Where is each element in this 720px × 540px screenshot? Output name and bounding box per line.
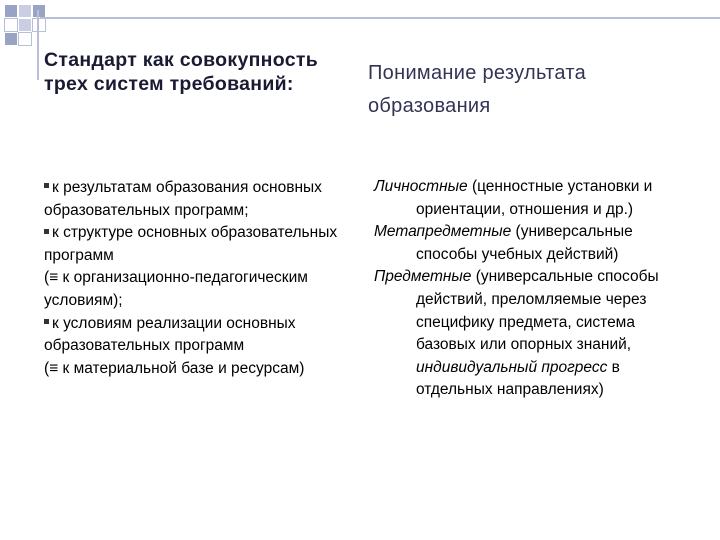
- decor-square: [4, 32, 18, 46]
- decor-square: [18, 32, 32, 46]
- bullet-icon: [44, 183, 49, 188]
- result-term: Метапредметные: [374, 223, 512, 241]
- list-item: (≡ к материальной базе и ресурсам): [44, 359, 305, 377]
- list-item: к результатам образования основных образовательных программ;: [44, 179, 322, 219]
- list-item: (≡ к организационно-педагогическим условиям);: [44, 269, 308, 309]
- right-title: Понимание результата образования: [368, 62, 587, 117]
- bullet-icon: [44, 229, 49, 234]
- decor-square: [18, 18, 32, 32]
- list-item: к условиям реализации основных образовательных программ: [44, 314, 296, 355]
- decor-square: [4, 4, 18, 18]
- result-entry-metasubject: Метапредметные (универсальные способы учебных действий): [374, 223, 633, 263]
- results-list: [374, 176, 674, 402]
- left-title: Стандарт как совокупность трех систем требований:: [44, 49, 318, 95]
- decor-square: [4, 18, 18, 32]
- requirements-list: [44, 177, 364, 380]
- top-rule: [40, 17, 720, 19]
- result-entry-personal: Личностные (ценностные установки и ориентации, отношения и др.): [374, 178, 653, 218]
- result-entry-subject: Предметные (универсальные способы действий, преломляемые через специфику предмета, система базовых или опорных знаний, индивидуальный прогресс в отдельных направлениях): [374, 268, 659, 399]
- result-term: Предметные: [374, 268, 472, 286]
- decor-square: [32, 18, 46, 32]
- list-item: к структуре основных образовательных программ: [44, 224, 338, 264]
- left-rule: [37, 10, 39, 80]
- result-term: Личностные: [374, 178, 468, 195]
- decor-square: [18, 4, 32, 18]
- decor-square: [32, 4, 46, 18]
- bullet-icon: [44, 319, 49, 324]
